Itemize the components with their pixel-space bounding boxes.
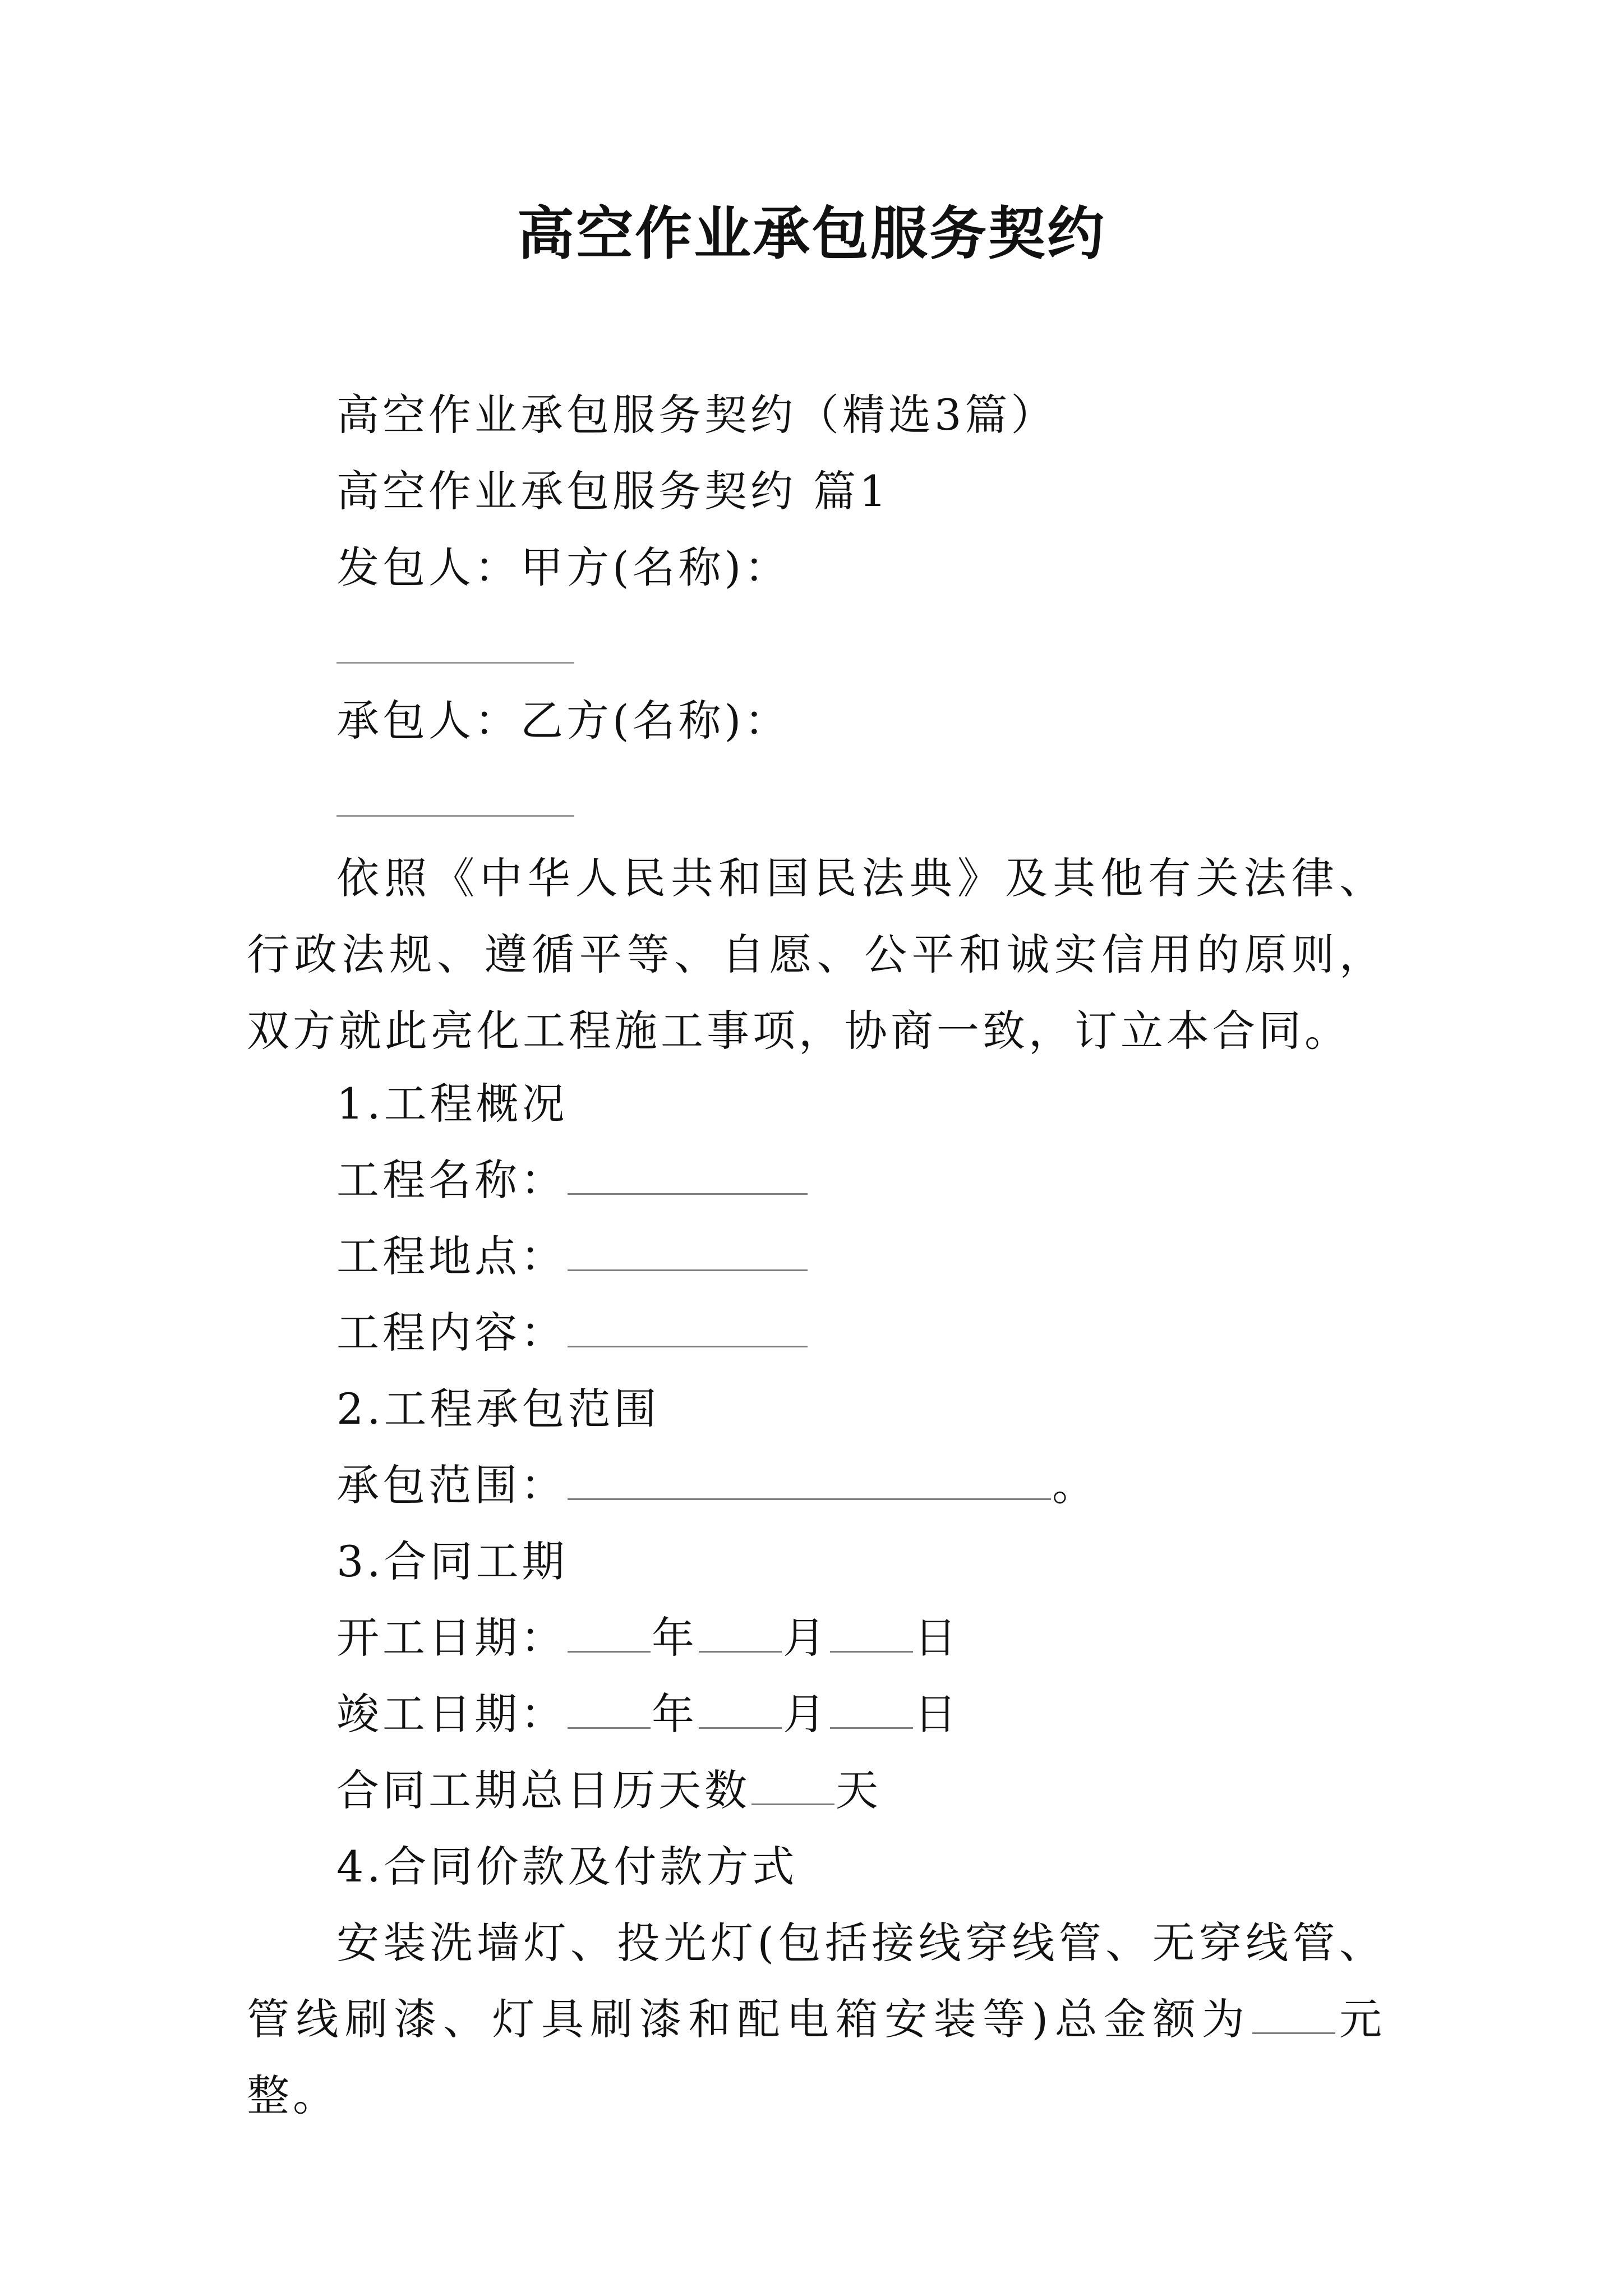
s1-location-line [336, 1228, 809, 1285]
start-year-blank [568, 1617, 651, 1653]
start-day-label: 日 [914, 1613, 960, 1663]
s2-scope-blank [568, 1465, 1051, 1500]
amount-blank [1252, 1999, 1335, 2034]
s3-heading: 3.合同工期 [336, 1536, 568, 1586]
party-a-blank [336, 662, 574, 664]
s3-total-line [336, 1763, 882, 1819]
s4-heading: 4.合同价款及付款方式 [336, 1842, 798, 1892]
s2-scope-label: 承包范围： [336, 1460, 566, 1510]
intro-paragraph: 依照《中华人民共和国民法典》及其他有关法律、行政法规、遵循平等、自愿、公平和诚实信用的原则，双方就此亮化工程施工事项，协商一致，订立本合同。 [247, 853, 1385, 1056]
s3-start-line [336, 1610, 960, 1666]
start-day-blank [830, 1617, 913, 1653]
end-day-label: 日 [914, 1689, 960, 1739]
end-year-label: 年 [652, 1689, 698, 1739]
s1-location-blank [568, 1236, 808, 1271]
s4-para-end: 元整。 [247, 1994, 1386, 2120]
s1-content-line [336, 1305, 809, 1361]
party-b-blank [336, 815, 574, 817]
start-month-label: 月 [783, 1613, 829, 1663]
s1-name-label: 工程名称： [336, 1155, 566, 1205]
party-a-label: 发包人：甲方(名称)： [336, 542, 791, 592]
s3-start-label: 开工日期： [336, 1613, 566, 1663]
party-b-label: 承包人：乙方(名称)： [336, 696, 791, 746]
s2-scope-line [336, 1457, 1098, 1513]
document-title: 高空作业承包服务契约 [517, 200, 1106, 268]
s1-content-blank [568, 1312, 808, 1347]
s3-total-label: 合同工期总日历天数 [336, 1765, 750, 1815]
s4-para-main: 安装洗墙灯、投光灯(包括接线穿线管、无穿线管、管线刷漆、灯具刷漆和配电箱安装等)总金额为 [247, 1918, 1385, 2044]
s1-name-line [336, 1152, 809, 1208]
s4-paragraph [247, 1905, 1385, 2134]
subtitle: 高空作业承包服务契约（精选3篇） [336, 390, 1057, 440]
s1-location-label: 工程地点： [336, 1231, 566, 1281]
section-heading: 高空作业承包服务契约 篇1 [336, 466, 890, 516]
s2-scope-end: 。 [1052, 1460, 1098, 1510]
end-day-blank [830, 1694, 913, 1729]
total-days-blank [751, 1770, 834, 1805]
end-year-blank [568, 1694, 651, 1729]
s3-end-line [336, 1686, 960, 1742]
s2-heading: 2.工程承包范围 [336, 1384, 660, 1434]
s1-name-blank [568, 1159, 808, 1195]
start-month-blank [699, 1617, 782, 1653]
s1-heading: 1.工程概况 [336, 1079, 568, 1129]
start-year-label: 年 [652, 1613, 698, 1663]
end-month-blank [699, 1694, 782, 1729]
s1-content-label: 工程内容： [336, 1308, 566, 1358]
end-month-label: 月 [783, 1689, 829, 1739]
s3-end-label: 竣工日期： [336, 1689, 566, 1739]
s3-total-unit: 天 [836, 1765, 882, 1815]
